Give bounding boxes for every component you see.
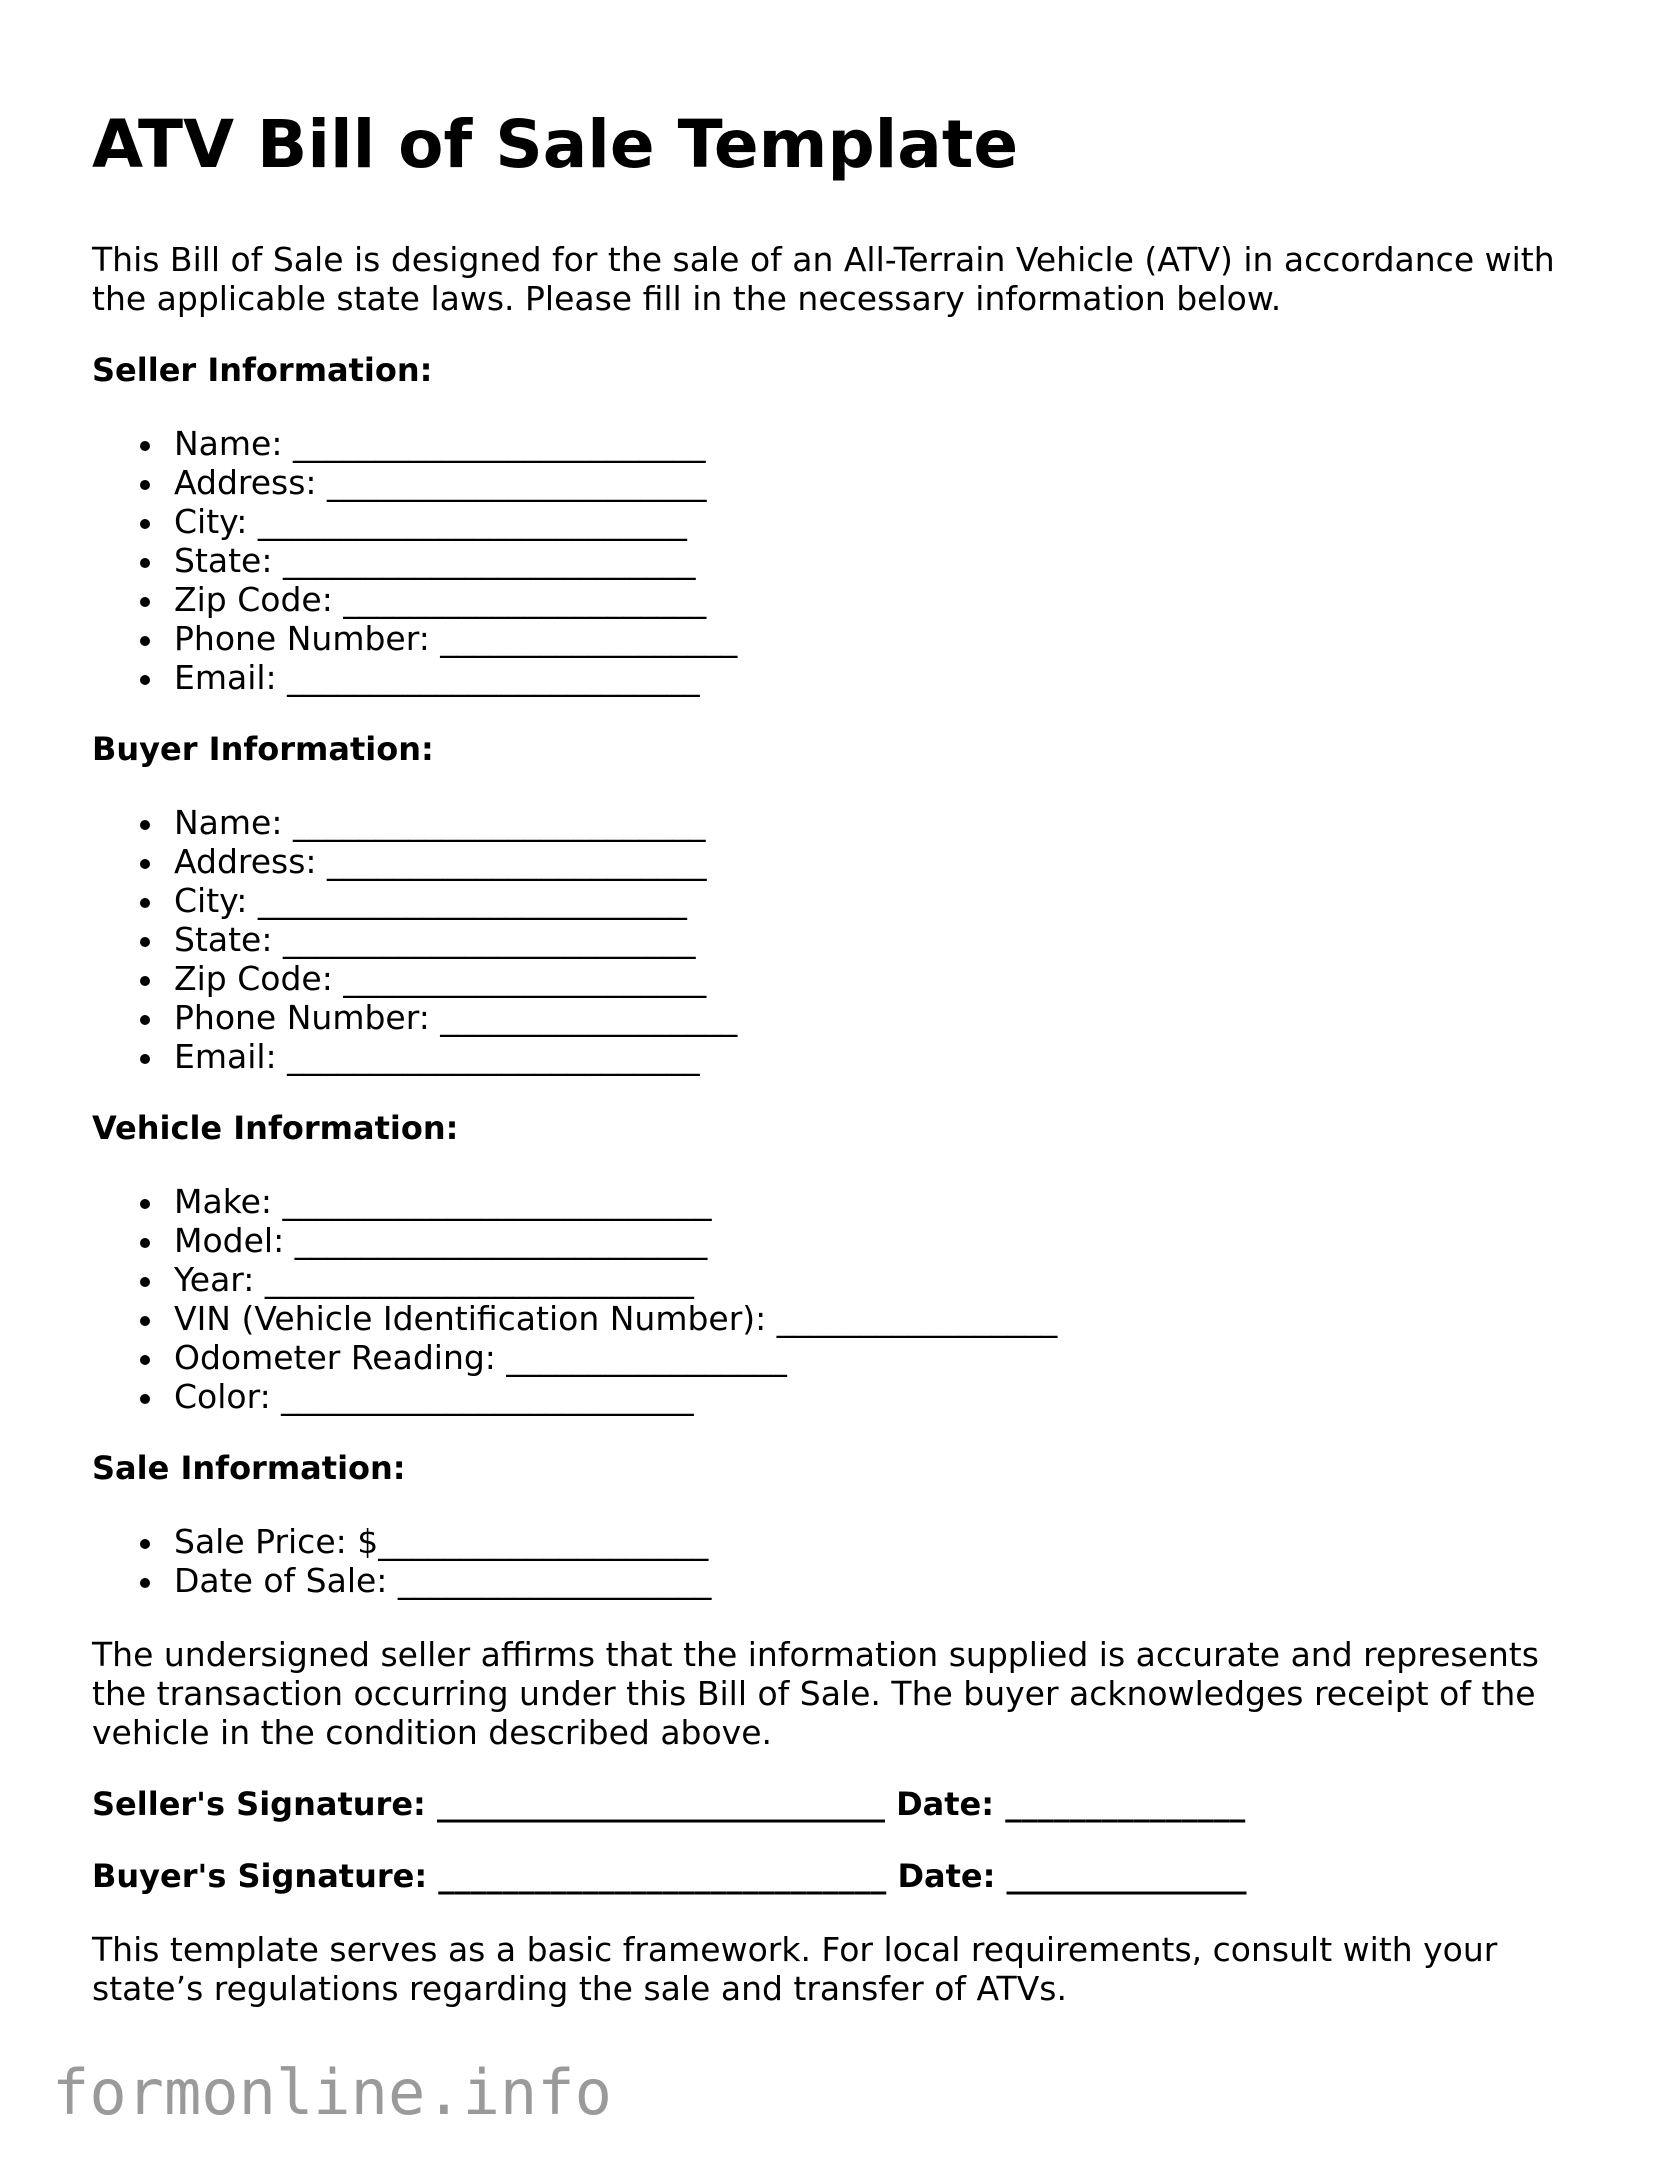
seller-zip-field: Zip Code: ______________________ <box>92 580 737 619</box>
vehicle-model-field: Model: _________________________ <box>92 1221 1057 1260</box>
watermark: formonline.info <box>52 2056 612 2129</box>
seller-phone-field: Phone Number: __________________ <box>92 619 737 658</box>
seller-signature-line: Seller's Signature: ____________________________ Date: _______________ <box>92 1785 1246 1823</box>
buyer-section-heading: Buyer Information: <box>92 730 434 768</box>
buyer-zip-field: Zip Code: ______________________ <box>92 959 737 998</box>
vehicle-section-heading: Vehicle Information: <box>92 1109 459 1147</box>
sale-price-field: Sale Price: $____________________ <box>92 1522 711 1561</box>
buyer-state-field: State: _________________________ <box>92 920 737 959</box>
vehicle-vin-field: VIN (Vehicle Identification Number): _________________ <box>92 1299 1057 1338</box>
intro-paragraph: This Bill of Sale is designed for the sale of an All-Terrain Vehicle (ATV) in accordance with the applicable state laws. Please fill in the necessary information below. <box>92 240 1555 318</box>
seller-section-heading: Seller Information: <box>92 351 433 389</box>
buyer-signature-line: Buyer's Signature: ____________________________ Date: _______________ <box>92 1857 1247 1895</box>
buyer-city-field: City: __________________________ <box>92 881 737 920</box>
sale-fields-list <box>92 1522 711 1600</box>
buyer-email-field: Email: _________________________ <box>92 1037 737 1076</box>
seller-state-field: State: _________________________ <box>92 541 737 580</box>
seller-name-field: Name: _________________________ <box>92 424 737 463</box>
vehicle-odometer-field: Odometer Reading: _________________ <box>92 1338 1057 1377</box>
buyer-address-field: Address: _______________________ <box>92 842 737 881</box>
vehicle-color-field: Color: _________________________ <box>92 1377 1057 1416</box>
seller-address-field: Address: _______________________ <box>92 463 737 502</box>
buyer-phone-field: Phone Number: __________________ <box>92 998 737 1037</box>
seller-email-field: Email: _________________________ <box>92 658 737 697</box>
closing-paragraph: This template serves as a basic framework. For local requirements, consult with your state’s regulations regarding the sale and transfer of ATVs. <box>92 1930 1498 2008</box>
sale-date-field: Date of Sale: ___________________ <box>92 1561 711 1600</box>
document-title: ATV Bill of Sale Template <box>92 106 1019 183</box>
vehicle-year-field: Year: __________________________ <box>92 1260 1057 1299</box>
sale-section-heading: Sale Information: <box>92 1449 406 1487</box>
seller-fields-list <box>92 424 737 697</box>
vehicle-fields-list <box>92 1182 1057 1416</box>
buyer-fields-list <box>92 803 737 1076</box>
seller-city-field: City: __________________________ <box>92 502 737 541</box>
affirmation-paragraph: The undersigned seller affirms that the information supplied is accurate and represents the transaction occurring under this Bill of Sale. The buyer acknowledges receipt of the vehicle in the condition described above. <box>92 1635 1539 1752</box>
buyer-name-field: Name: _________________________ <box>92 803 737 842</box>
vehicle-make-field: Make: __________________________ <box>92 1182 1057 1221</box>
